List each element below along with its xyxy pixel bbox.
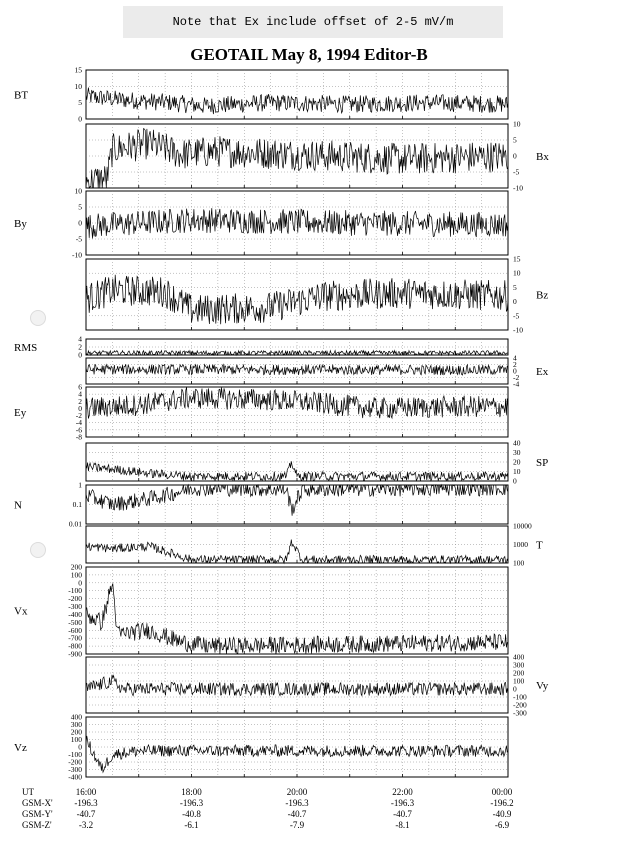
tick-label-y: -400 bbox=[68, 609, 82, 619]
tick-label-y: 15 bbox=[74, 65, 82, 75]
tick-label-y: -4 bbox=[513, 379, 520, 389]
tick-label-y: 0 bbox=[78, 350, 82, 360]
tick-label-y: -10 bbox=[513, 325, 523, 335]
ephemeris-value: -196.3 bbox=[285, 798, 309, 808]
tick-label-y: 5 bbox=[513, 282, 517, 292]
tick-label-y: 4 bbox=[78, 389, 82, 399]
tick-label-y: 10 bbox=[513, 268, 521, 278]
panel-label-vz: Vz bbox=[14, 742, 27, 754]
tick-label-y: 100 bbox=[70, 570, 82, 580]
ephemeris-value: 00:00 bbox=[491, 787, 513, 797]
tick-label-y: -300 bbox=[68, 765, 82, 774]
tick-label-y: -10 bbox=[513, 183, 523, 193]
tick-label-y: 0 bbox=[78, 578, 82, 588]
tick-label-y: -100 bbox=[68, 586, 82, 596]
tick-label-y: 1 bbox=[78, 480, 82, 490]
tick-label-y: 10 bbox=[74, 186, 82, 196]
tick-label-y: -10 bbox=[72, 250, 82, 260]
ephemeris-row-label: GSM-Z' bbox=[22, 820, 52, 830]
panel-label-t: T bbox=[536, 539, 543, 552]
tick-label-y: -500 bbox=[68, 617, 82, 627]
panel-label-rms: RMS bbox=[14, 342, 38, 354]
panel-label-ex: Ex bbox=[536, 366, 549, 378]
tick-label-y: 5 bbox=[78, 98, 82, 108]
tick-label-y: 0 bbox=[78, 742, 82, 752]
tick-label-y: -100 bbox=[513, 692, 527, 702]
tick-label-y: -800 bbox=[68, 641, 82, 651]
series-line-n bbox=[86, 485, 508, 516]
tick-label-y: 4 bbox=[513, 353, 517, 363]
ephemeris-row-label: GSM-Y' bbox=[22, 809, 53, 819]
tick-label-y: -200 bbox=[68, 757, 82, 767]
tick-label-y: 10 bbox=[513, 467, 521, 476]
tick-label-y: 0 bbox=[78, 403, 82, 413]
ephemeris-value: -40.7 bbox=[393, 809, 412, 819]
tick-label-y: 100 bbox=[513, 676, 525, 686]
ephemeris-value: -196.3 bbox=[390, 798, 415, 808]
tick-label-y: 300 bbox=[513, 660, 525, 670]
tick-label-y: 20 bbox=[513, 457, 521, 467]
tick-label-y: 30 bbox=[513, 448, 521, 457]
tick-label-y: -300 bbox=[513, 708, 527, 718]
ephemeris-value: -196.3 bbox=[74, 798, 98, 808]
tick-label-y: 5 bbox=[78, 202, 82, 212]
ephemeris-value: -3.2 bbox=[78, 820, 94, 830]
tick-label-y: -5 bbox=[75, 234, 82, 244]
tick-label-y: 0 bbox=[513, 684, 517, 694]
ephemeris-value: -40.8 bbox=[182, 809, 201, 819]
tick-label-y: 400 bbox=[70, 712, 82, 722]
panel-label-sp: SP bbox=[536, 457, 549, 469]
tick-label-y: 200 bbox=[70, 727, 82, 737]
panel-label-n: N bbox=[14, 499, 22, 512]
panel-label-bt: BT bbox=[14, 89, 29, 102]
tick-label-y: -700 bbox=[68, 633, 82, 643]
tick-label-y: 0 bbox=[513, 476, 517, 486]
tick-label-y: -2 bbox=[75, 411, 82, 421]
tick-label-y: 10000 bbox=[513, 521, 532, 531]
tick-label-y: -2 bbox=[513, 373, 520, 382]
tick-label-y: 1000 bbox=[513, 540, 528, 549]
tick-label-y: -200 bbox=[513, 700, 527, 710]
tick-label-y: -100 bbox=[68, 750, 82, 759]
tick-label-y: 6 bbox=[78, 382, 82, 392]
tick-label-y: 40 bbox=[513, 438, 521, 448]
tick-label-y: -300 bbox=[68, 602, 82, 612]
tick-label-y: 200 bbox=[513, 668, 525, 678]
tick-label-y: -900 bbox=[68, 649, 82, 659]
chart-title: GEOTAIL May 8, 1994 Editor-B bbox=[190, 45, 428, 64]
tick-label-y: 4 bbox=[78, 334, 82, 344]
tick-label-y: 2 bbox=[78, 342, 82, 352]
tick-label-y: -600 bbox=[68, 625, 82, 635]
offset-note: Note that Ex include offset of 2-5 mV/m bbox=[123, 6, 503, 38]
ephemeris-row-label: GSM-X' bbox=[22, 798, 53, 808]
ephemeris-value: -7.9 bbox=[289, 820, 305, 830]
ephemeris-value: -40.7 bbox=[76, 809, 96, 819]
ephemeris-value: 18:00 bbox=[181, 787, 202, 797]
ephemeris-value: -8.1 bbox=[395, 820, 410, 830]
panel-frame-vx bbox=[86, 567, 508, 654]
tick-label-y: 5 bbox=[513, 135, 517, 145]
tick-label-y: 0.01 bbox=[68, 519, 82, 529]
panel-label-vy: Vy bbox=[536, 680, 549, 692]
tick-label-y: 400 bbox=[513, 652, 525, 662]
panel-label-ey: Ey bbox=[14, 407, 27, 419]
ephemeris-row-label: UT bbox=[22, 787, 34, 797]
ephemeris-value: -40.9 bbox=[492, 809, 512, 819]
ephemeris-value: -6.1 bbox=[184, 820, 199, 830]
tick-label-y: 2 bbox=[78, 396, 82, 406]
tick-label-y: 300 bbox=[70, 720, 82, 729]
tick-label-y: -200 bbox=[68, 594, 82, 604]
tick-label-y: 0 bbox=[78, 218, 82, 228]
tick-label-y: -4 bbox=[75, 418, 82, 428]
tick-label-y: -400 bbox=[68, 772, 82, 782]
ephemeris-value: -6.9 bbox=[494, 820, 510, 830]
tick-label-y: 10 bbox=[513, 119, 521, 129]
tick-label-y: 0 bbox=[513, 297, 517, 307]
tick-label-y: 15 bbox=[513, 254, 521, 264]
series-line-vy bbox=[86, 675, 508, 696]
tick-label-y: -5 bbox=[513, 167, 520, 177]
ephemeris-value: 16:00 bbox=[75, 787, 97, 797]
ephemeris-value: -40.7 bbox=[287, 809, 307, 819]
tick-label-y: 0.1 bbox=[72, 500, 82, 509]
panel-label-bx: Bx bbox=[536, 151, 549, 163]
tick-label-y: 100 bbox=[70, 735, 82, 744]
ephemeris-value: 20:00 bbox=[286, 787, 308, 797]
tick-label-y: -8 bbox=[75, 432, 82, 442]
tick-label-y: 200 bbox=[70, 562, 82, 572]
tick-label-y: -5 bbox=[513, 311, 520, 321]
tick-label-y: -6 bbox=[75, 425, 82, 435]
tick-label-y: 100 bbox=[513, 558, 525, 568]
tick-label-y: 0 bbox=[78, 114, 82, 124]
series-line-bx bbox=[86, 129, 508, 189]
ephemeris-value: -196.2 bbox=[490, 798, 514, 808]
tick-label-y: 0 bbox=[513, 366, 517, 376]
ephemeris-value: -196.3 bbox=[179, 798, 204, 808]
tick-label-y: 10 bbox=[74, 81, 82, 91]
panel-label-vx: Vx bbox=[14, 605, 28, 618]
panel-label-by: By bbox=[14, 218, 27, 230]
ephemeris-value: 22:00 bbox=[392, 787, 413, 797]
tick-label-y: 0 bbox=[513, 151, 517, 161]
panel-label-bz: Bz bbox=[536, 289, 549, 302]
tick-label-y: 2 bbox=[513, 360, 517, 369]
